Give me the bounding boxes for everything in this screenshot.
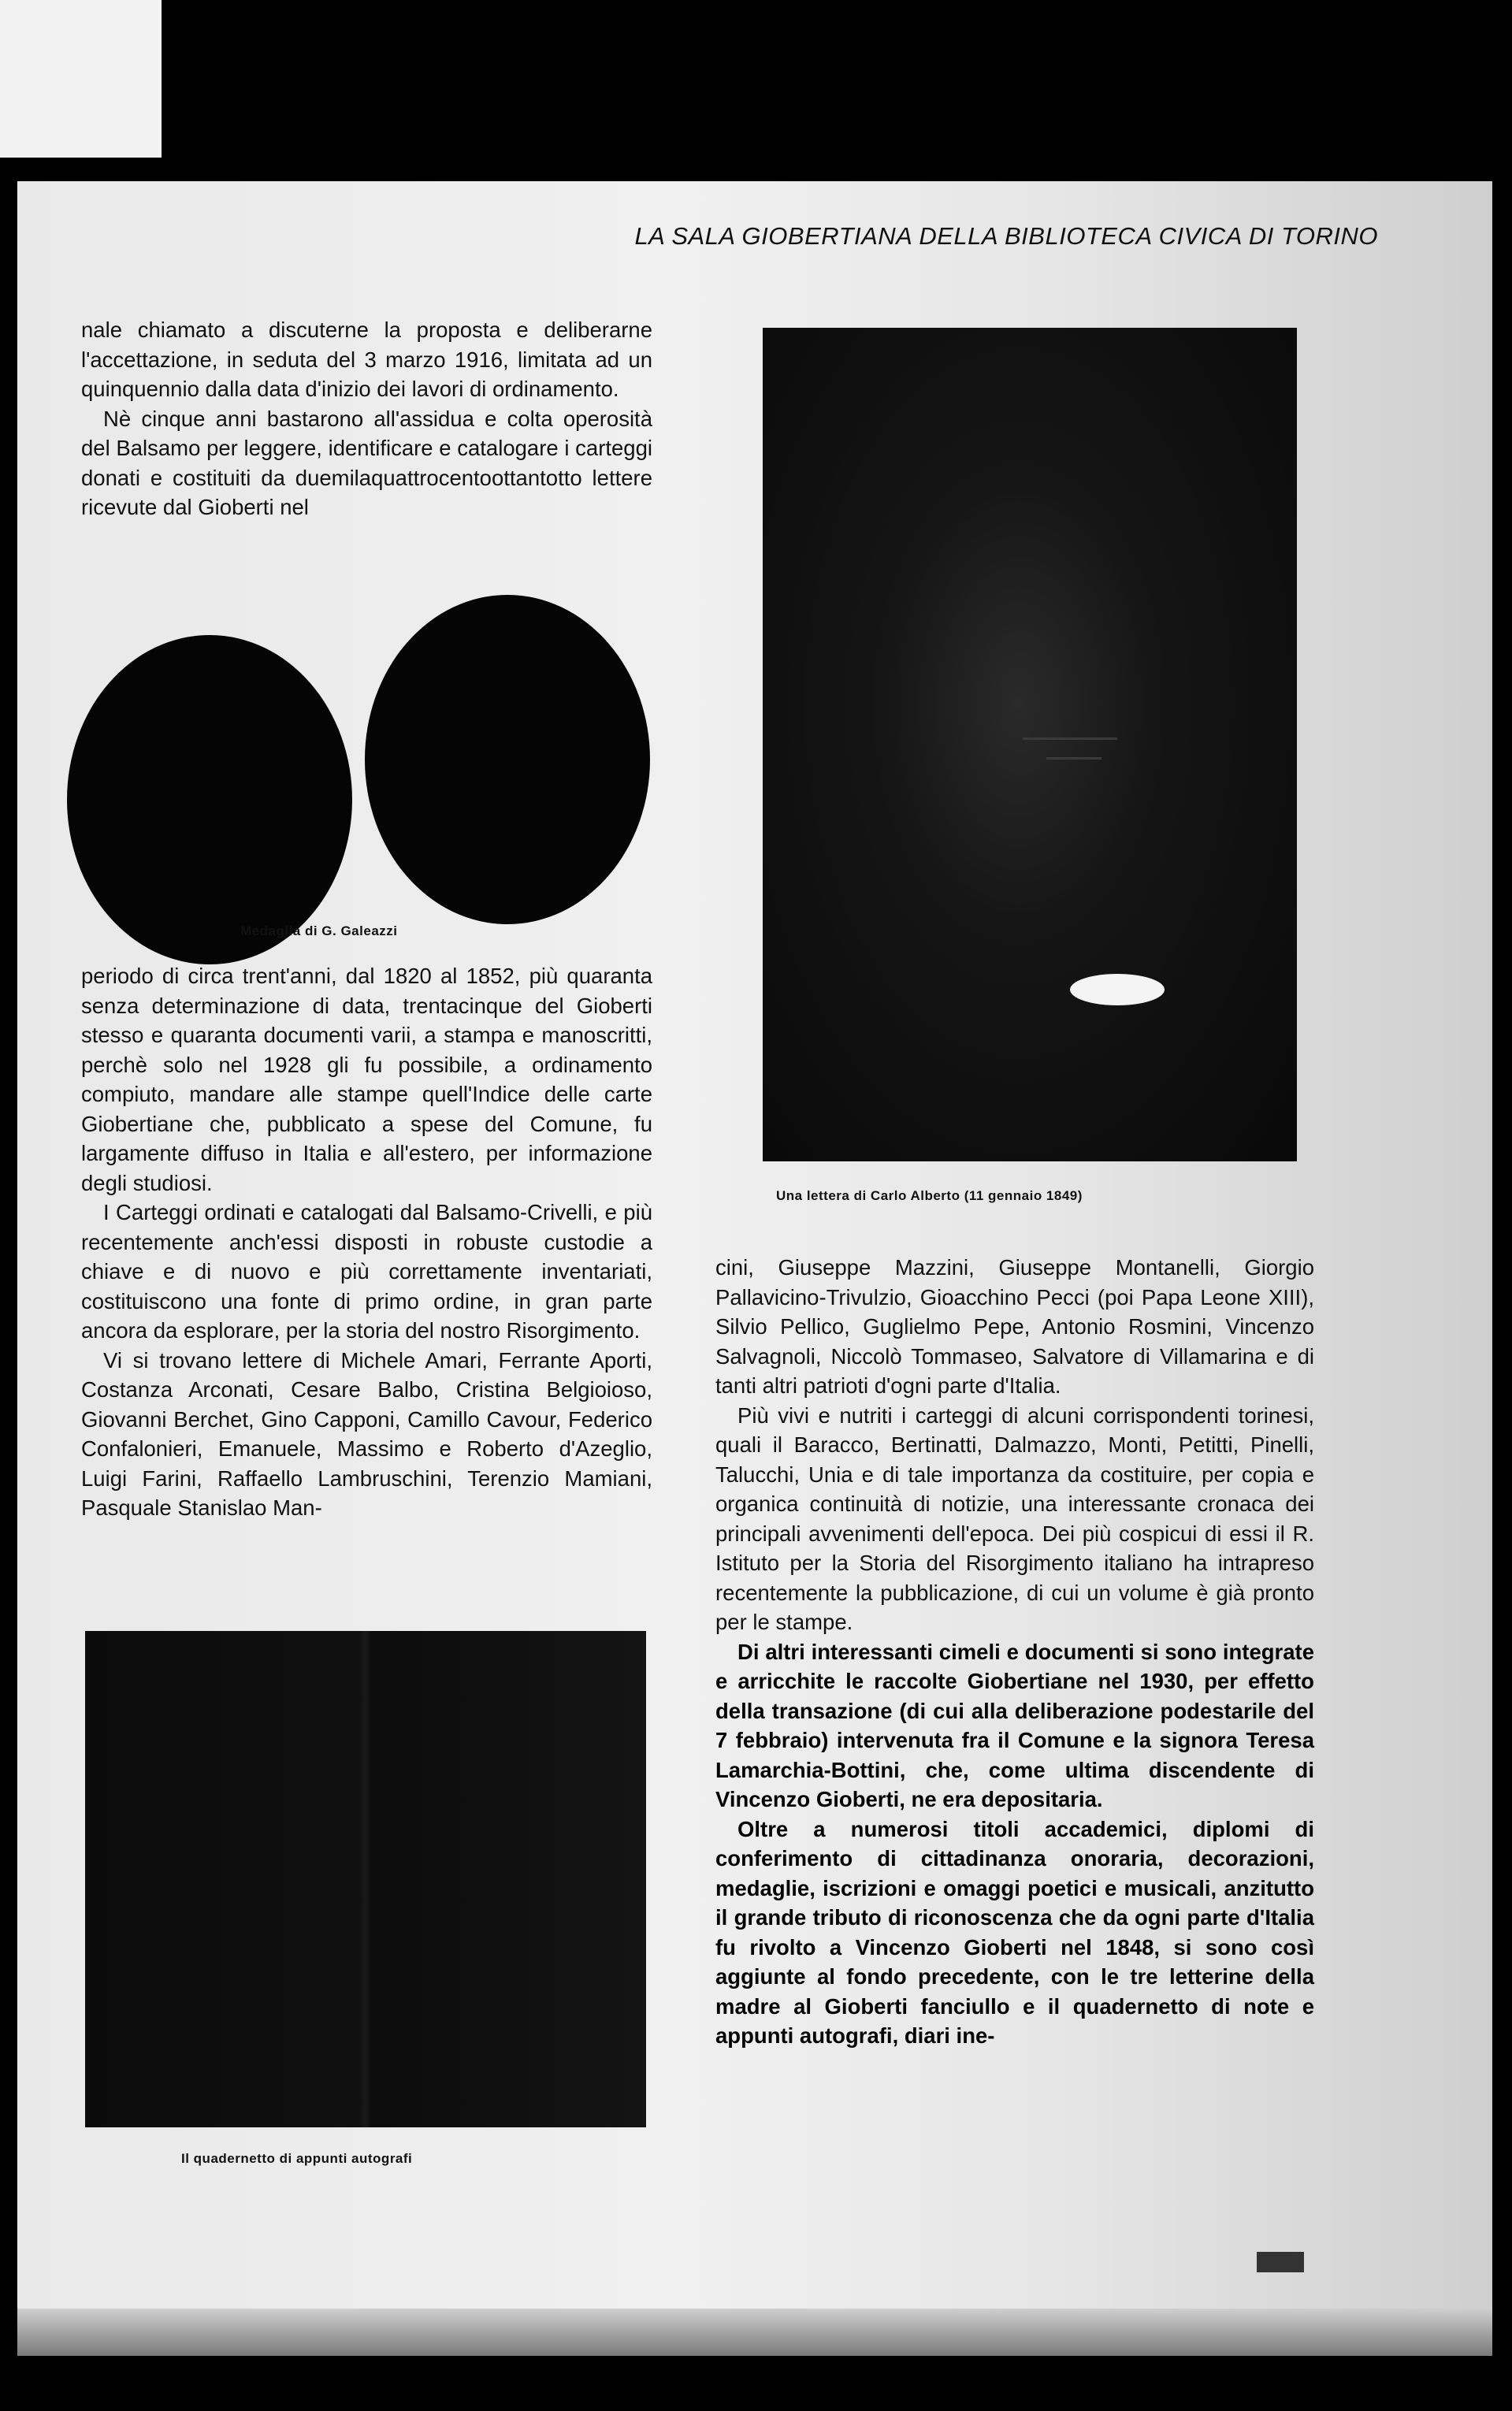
paragraph: Vi si trovano lettere di Michele Amari, Ferrante Aporti, Costanza Arconati, Cesare Balbo, Cristina Belgioioso, Giovanni Berchet, Gino Capponi, Camillo Cavour, Federico Confalonieri, Emanuele, Massimo e Roberto d'Azeglio, Luigi Farini, Raffaello Lambruschini, Terenzio Mamiani, Pasquale Stanislao Man- (81, 1347, 652, 1520)
paragraph: cini, Giuseppe Mazzini, Giuseppe Montanelli, Giorgio Pallavicino-Trivulzio, Gioacchino Pecci (poi Papa Leone XIII), Silvio Pellico, Guglielmo Pepe, Antonio Rosmini, Vincenzo Salvagnoli, Niccolò Tommaseo, Salvatore di Villamarina e di tanti altri patrioti d'ogni parte d'Italia. (715, 1255, 1314, 1398)
letter-caption: Una lettera di Carlo Alberto (11 gennaio 1849) (776, 1188, 1083, 1203)
paragraph: Oltre a numerosi titoli accademici, diplomi di conferimento di cittadinanza onoraria, decorazioni, medaglie, iscrizioni e omaggi poetici e musicali, anzitutto il grande tributo di riconoscenza che da ogni parte d'Italia fu rivolto a Vincenzo Gioberti nel 1848, si sono così aggiunte al fondo precedente, con le tre letterine della madre al Gioberti fanciullo e il quadernetto di note e appunti autografi, diari ine- (715, 1816, 1314, 2048)
paragraph: periodo di circa trent'anni, dal 1820 al 1852, più quaranta senza determinazione di data, trentacinque del Gioberti stesso e quaranta documenti varii, a stampa e manoscritti, perchè solo nel 1928 gli fu possibile, a ordinamento compiuto, mandare alle stampe quell'Indice delle carte Giobertiane che, pubblicato a spese del Comune, fu largamente diffuso in Italia e all'estero, per informazione degli studiosi. (81, 964, 652, 1195)
notebook-caption: Il quadernetto di appunti autografi (181, 2151, 413, 2166)
notebook-photo (85, 1631, 646, 2127)
letter-photo (763, 328, 1297, 1161)
scan-border-patch (0, 0, 162, 158)
paragraph: I Carteggi ordinati e catalogati dal Balsamo-Crivelli, e più recentemente anch'essi disposti in robuste custodie a chiave e di nuovo e più correttamente inventariati, costituiscono una fonte di primo ordine, in gran parte ancora da esplorare, per la storia del nostro Risorgimento. (81, 1200, 652, 1343)
page-bottom-shadow (17, 2309, 1492, 2356)
handwriting-trace (1046, 757, 1101, 760)
paragraph: nale chiamato a discuterne la proposta e deliberarne l'accettazione, in seduta del 3 marzo 1916, limitata ad un quinquennio dalla data d'inizio dei lavori di ordinamento. (81, 318, 652, 401)
handwriting-trace (1023, 737, 1117, 740)
paragraph: Nè cinque anni bastarono all'assidua e colta operosità del Balsamo per leggere, identificare e catalogare i carteggi donati e costituiti da duemilaquattrocentoottantotto lettere ricevute dal Gioberti nel (81, 406, 652, 519)
photo-smudge (1070, 974, 1165, 1005)
left-column-bottom (81, 961, 652, 1523)
page-number-smudge (1257, 2252, 1304, 2272)
medal-image-right (365, 595, 650, 924)
paragraph: Più vivi e nutriti i carteggi di alcuni corrispondenti torinesi, quali il Baracco, Bertinatti, Dalmazzo, Monti, Petitti, Pinelli, Talucchi, Unia e di tale importanza da costituire, per copia e organica continuità di notizie, una interessante cronaca dei principali avvenimenti dell'epoca. Dei più cospicui di essi il R. Istituto per la Storia del Risorgimento italiano ha intrapreso recentemente la pubblicazione, di cui un volume è già pronto per le stampe. (715, 1402, 1314, 1634)
right-column (715, 1253, 1314, 2051)
medal-caption: Medaglia di G. Galeazzi (240, 923, 398, 938)
running-header: LA SALA GIOBERTIANA DELLA BIBLIOTECA CIVICA DI TORINO (634, 222, 1378, 250)
medal-image-left (67, 635, 352, 964)
left-column-top (81, 315, 652, 522)
paragraph: Di altri interessanti cimeli e documenti si sono integrate e arricchite le raccolte Giobertiane nel 1930, per effetto della transazione (di cui alla deliberazione podestarile del 7 febbraio) intervenuta fra il Comune e la signora Teresa Lamarchia-Bottini, che, come ultima discendente di Vincenzo Gioberti, ne era depositaria. (715, 1639, 1314, 1811)
